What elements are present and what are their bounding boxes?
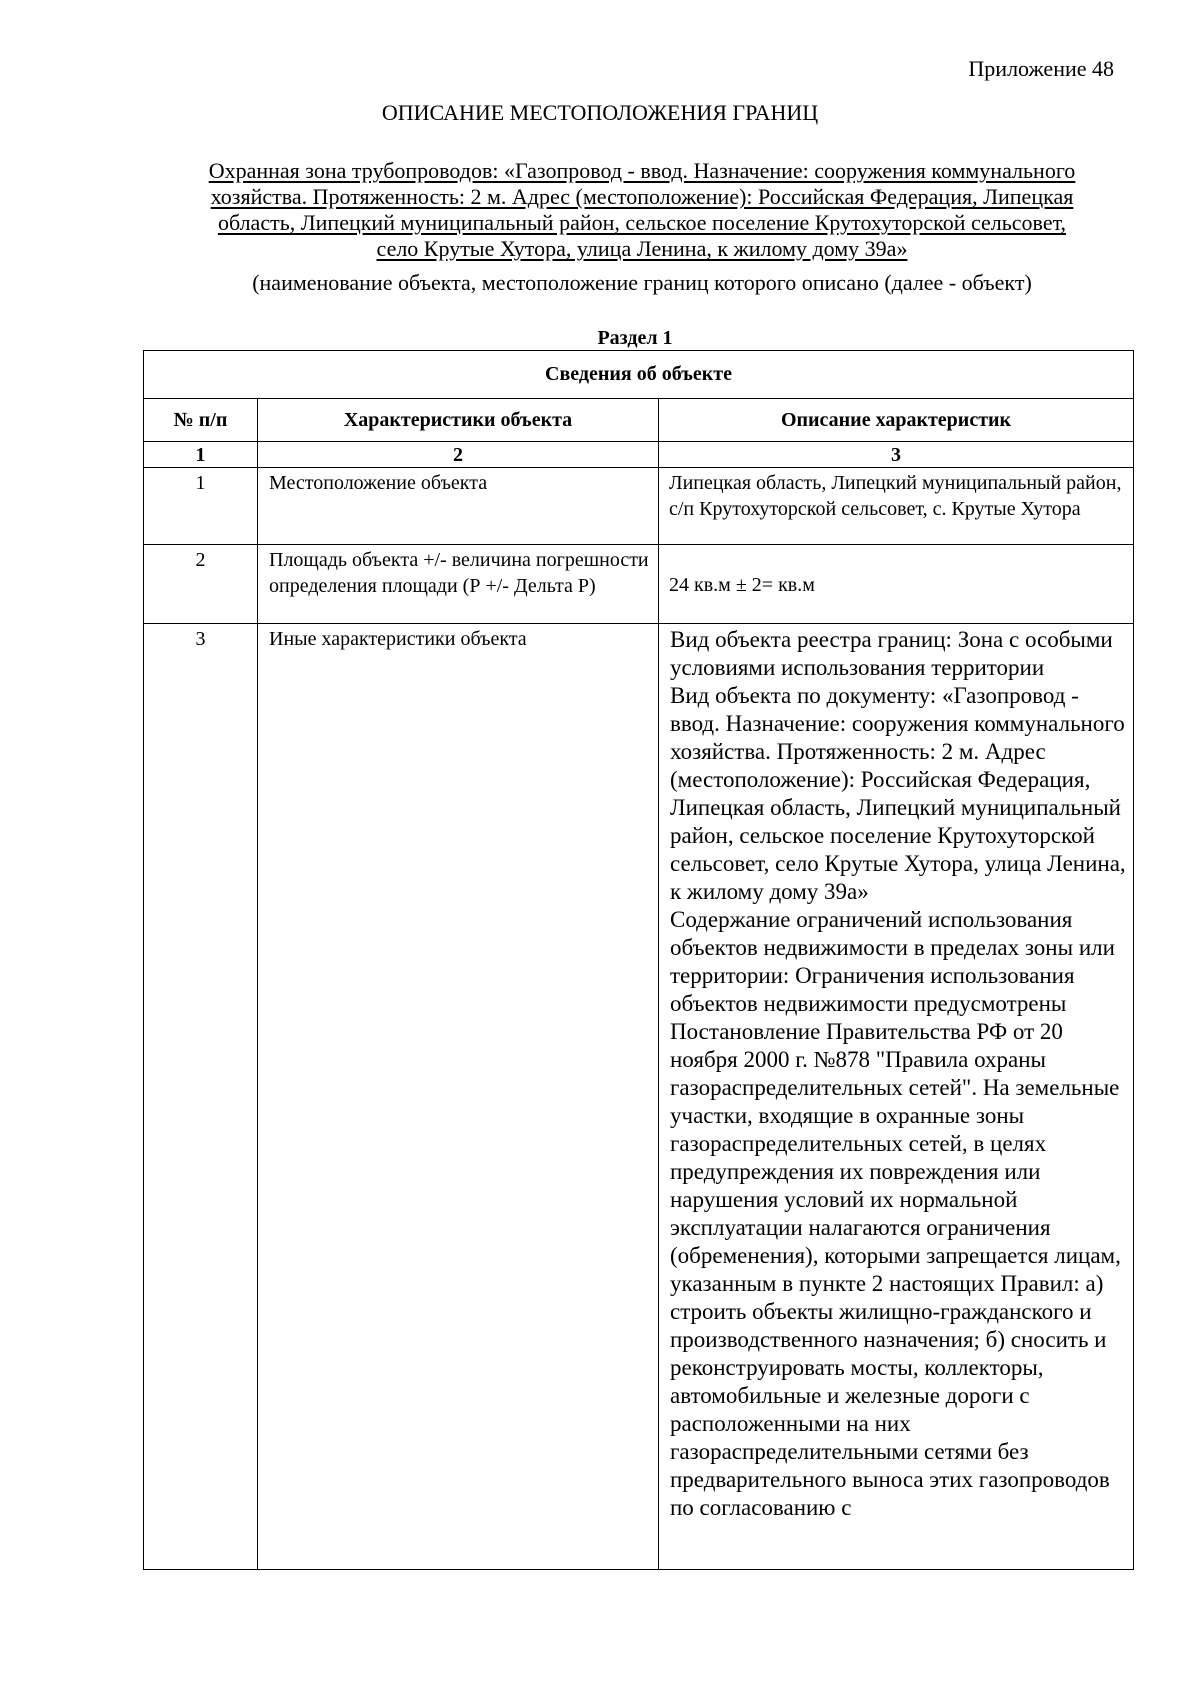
row-characteristic: Иные характеристики объекта <box>258 624 659 1570</box>
column-number: 1 <box>144 442 258 468</box>
document-title: ОПИСАНИЕ МЕСТОПОЛОЖЕНИЯ ГРАНИЦ <box>381 100 819 125</box>
object-name-line: Охранная зона трубопроводов: «Газопровод - ввод. Назначение: сооружения коммунального <box>208 158 1076 183</box>
description-part-document-type: Вид объекта по документу: «Газопровод - ввод. Назначение: сооружения коммунального хозяйства. Протяженность: 2 м. Адрес (местоположение): Российская Федерация, Липецкая область, Липецкий муниципальный район, сельское поселение Крутохуторской сельсовет, село Крутые Хутора, улица Ленина, к жилому дому 39а» <box>670 683 1126 904</box>
header-characteristic: Характеристики объекта <box>258 399 659 442</box>
object-name <box>150 158 1134 262</box>
row-description: Липецкая область, Липецкий муниципальный район, с/п Крутохуторской сельсовет, с. Крутые Хутора <box>659 468 1134 545</box>
row-description: 24 кв.м ± 2= кв.м <box>659 545 1134 624</box>
object-name-line: хозяйства. Протяженность: 2 м. Адрес (местоположение): Российская Федерация, Липецкая <box>210 184 1074 209</box>
header-description: Описание характеристик <box>659 399 1134 442</box>
row-num: 2 <box>144 545 258 624</box>
description-part-restrictions: Содержание ограничений использования объектов недвижимости в пределах зоны или территории: Ограничения использования объектов недвижимости предусмотрены Постановление Правительства РФ от 20 ноября 2000 г. №878 "Правила охраны газораспределительных сетей". На земельные участки, входящие в охранные зоны газораспределительных сетей, в целях предупреждения их повреждения или нарушения условий их нормальной эксплуатации налагаются ограничения (обременения), которыми запрещается лицам, указанным в пункте 2 настоящих Правил: а) строить объекты жилищно-гражданского и производственного назначения; б) сносить и реконструировать мосты, коллекторы, автомобильные и железные дороги с расположенными на них газораспределительными сетями без предварительного выноса этих газопроводов по согласованию с <box>670 907 1121 1520</box>
row-characteristic: Местоположение объекта <box>258 468 659 545</box>
row-characteristic: Площадь объекта +/- величина погрешности определения площади (Р +/- Дельта Р) <box>258 545 659 624</box>
section-title: Раздел 1 <box>597 327 673 349</box>
table-row <box>144 545 1134 624</box>
row-num: 1 <box>144 468 258 545</box>
column-number-row <box>144 442 1134 468</box>
header-num: № п/п <box>144 399 258 442</box>
object-name-line: село Крутые Хутора, улица Ленина, к жилому дому 39а» <box>376 236 908 261</box>
column-number: 2 <box>258 442 659 468</box>
object-caption: (наименование объекта, местоположение границ которого описано (далее - объект) <box>252 270 1032 295</box>
appendix-label: Приложение 48 <box>968 56 1114 81</box>
description-part-registry-type: Вид объекта реестра границ: Зона с особыми условиями использования территории <box>670 627 1113 680</box>
object-info-table <box>143 350 1134 1570</box>
table-caption: Сведения об объекте <box>144 351 1134 399</box>
table-caption-row <box>144 351 1134 399</box>
table-header-row <box>144 399 1134 442</box>
table-row <box>144 624 1134 1570</box>
table-row <box>144 468 1134 545</box>
row-num: 3 <box>144 624 258 1570</box>
row-description <box>659 624 1134 1570</box>
object-name-line: область, Липецкий муниципальный район, сельское поселение Крутохуторской сельсовет, <box>217 210 1067 235</box>
description-text <box>670 626 1127 1522</box>
column-number: 3 <box>659 442 1134 468</box>
